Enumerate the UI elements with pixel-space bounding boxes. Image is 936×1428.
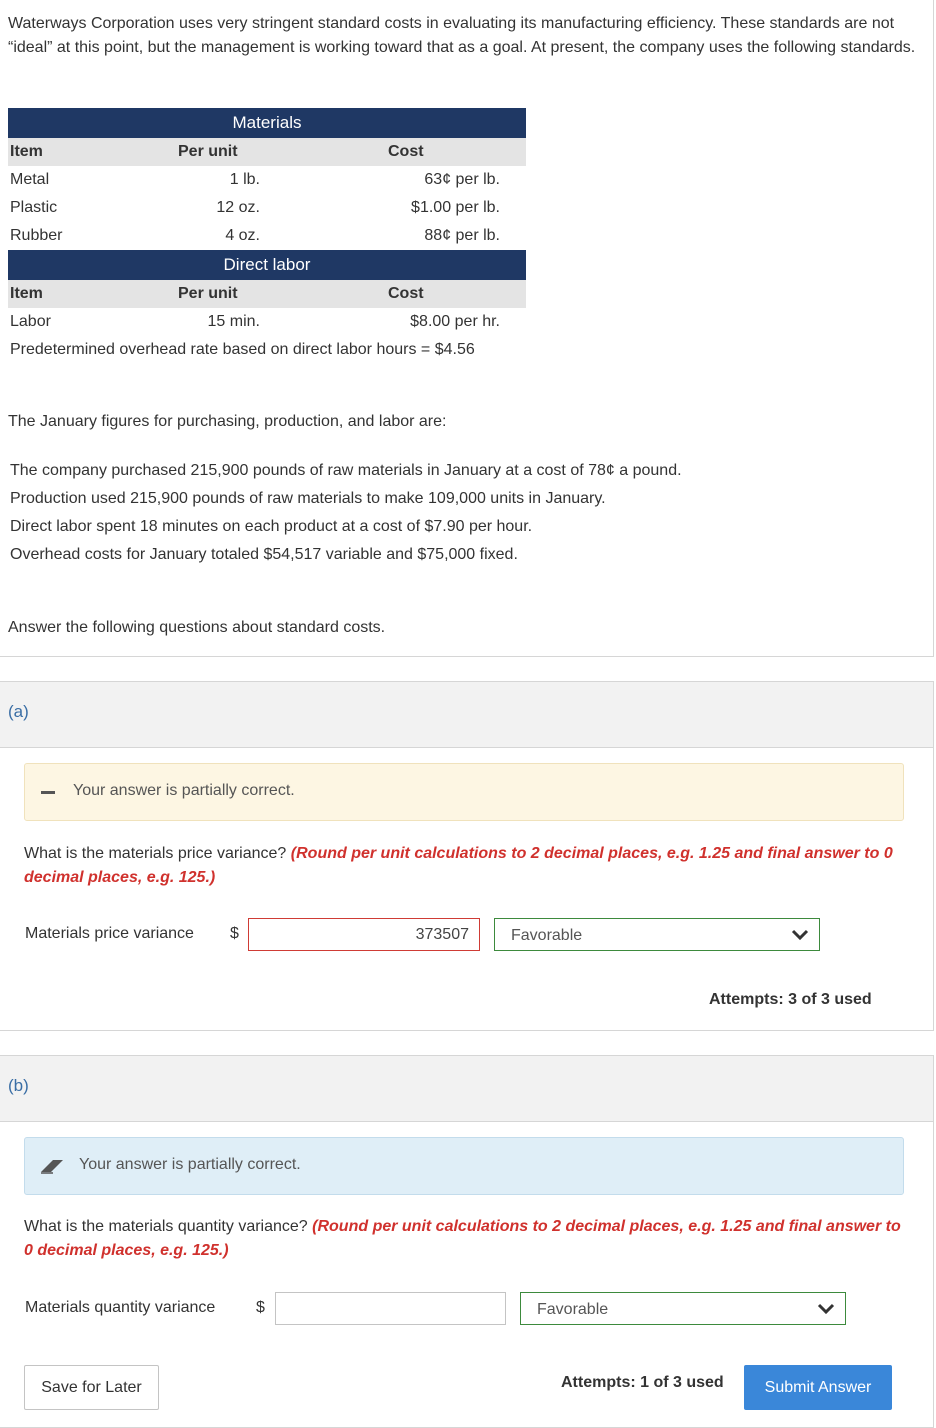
variance-type-select[interactable] [494,918,820,951]
intro-paragraph: Waterways Corporation uses very stringent standard costs in evaluating its manufacturing efficiency. These standards are not “ideal” at this point, but the management is working toward that as a goal. At present, the company uses the following standards. [8,15,916,56]
table-row [8,308,526,336]
col-per-unit: Per unit [178,285,238,302]
save-for-later-button[interactable]: Save for Later [24,1365,159,1410]
row-item: Labor [10,313,51,330]
row-per-unit: 1 lb. [229,171,260,188]
row-item: Rubber [10,227,63,244]
materials-quantity-variance-label: Materials quantity variance [25,1299,216,1316]
materials-quantity-variance-input[interactable] [275,1292,506,1325]
list-item: The company purchased 215,900 pounds of raw materials in January at a cost of 78¢ a pound. [10,462,682,479]
eraser-icon [39,1156,65,1176]
feedback-text: Your answer is partially correct. [79,1156,301,1173]
currency-symbol: $ [256,1299,265,1316]
row-item: Metal [10,171,50,188]
labor-band: Direct labor [8,250,526,280]
materials-band: Materials [8,108,526,138]
table-row [8,222,526,250]
col-per-unit: Per unit [178,143,238,160]
select-value: Favorable [511,927,583,944]
col-item: Item [10,285,43,302]
part-b-feedback [24,1137,904,1195]
table-row [8,194,526,222]
list-item: Direct labor spent 18 minutes on each product at a cost of $7.90 per hour. [10,518,533,535]
january-intro: The January figures for purchasing, production, and labor are: [8,413,447,430]
submit-answer-button[interactable]: Submit Answer [744,1365,892,1410]
row-per-unit: 15 min. [207,313,260,330]
feedback-text: Your answer is partially correct. [73,782,295,799]
rounding-instruction: (Round per unit calculations to 2 decimal places, e.g. 1.25 and final answer to 0 decimal places, e.g. 125.) [24,845,893,886]
part-b-header [0,1056,933,1122]
row-cost: 88¢ per lb. [424,227,500,244]
part-a-feedback [24,763,904,821]
col-cost: Cost [388,143,424,160]
part-b-label: (b) [8,1076,29,1095]
row-item: Plastic [10,199,58,216]
row-cost: $1.00 per lb. [411,199,500,216]
chevron-down-icon [791,928,809,942]
col-item: Item [10,143,43,160]
answer-prompt: Answer the following questions about standard costs. [8,619,386,636]
part-b-attempts: Attempts: 1 of 3 used [561,1374,724,1391]
variance-type-select[interactable] [520,1292,846,1325]
labor-header-row [8,280,526,308]
materials-header-row [8,138,526,166]
row-cost: $8.00 per hr. [410,313,500,330]
row-per-unit: 12 oz. [216,199,260,216]
currency-symbol: $ [230,925,239,942]
materials-price-variance-label: Materials price variance [25,925,194,942]
list-item: Production used 215,900 pounds of raw materials to make 109,000 units in January. [10,490,606,507]
question-text: What is the materials price variance? [24,845,287,862]
row-per-unit: 4 oz. [225,227,260,244]
part-a-header [0,682,933,748]
col-cost: Cost [388,285,424,302]
select-value: Favorable [537,1301,609,1318]
table-row [8,166,526,194]
overhead-note: Predetermined overhead rate based on direct labor hours = $4.56 [10,341,475,358]
part-a-label: (a) [8,702,29,721]
january-facts [10,457,682,569]
part-a-question [24,842,904,890]
list-item: Overhead costs for January totaled $54,517 variable and $75,000 fixed. [10,546,518,563]
materials-price-variance-input[interactable]: 373507 [248,918,480,951]
row-cost: 63¢ per lb. [424,171,500,188]
partial-dash-icon [41,791,55,794]
part-a-attempts: Attempts: 3 of 3 used [709,991,872,1008]
chevron-down-icon [817,1302,835,1316]
standards-table [8,108,526,364]
part-b-question [24,1215,904,1263]
rounding-instruction: (Round per unit calculations to 2 decimal places, e.g. 1.25 and final answer to 0 decimal places, e.g. 125.) [24,1218,901,1259]
problem-statement [0,0,934,657]
question-text: What is the materials quantity variance? [24,1218,308,1235]
